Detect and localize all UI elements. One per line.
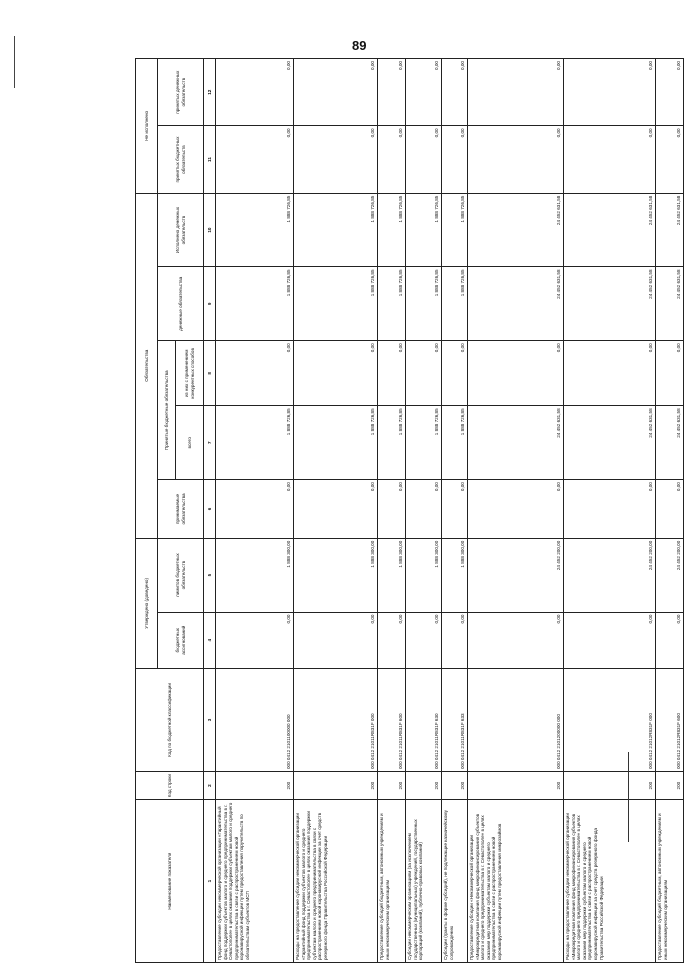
row-allocations: 0,00	[294, 612, 378, 668]
row-ne-monetary: 0,00	[216, 59, 294, 126]
row-competitive: 0,00	[294, 341, 378, 406]
header-obligations: Обязательства	[136, 193, 158, 538]
row-name: Субсидии некоммерческим организациям (за исключением государственных (муниципальных) учреждений, государственных корпораций (компаний), публично-правовых компаний)	[406, 800, 442, 963]
row-competitive: 0,00	[468, 341, 564, 406]
header-approved-limits: лимитов бюджетных обязательств	[158, 538, 204, 612]
row-accepted: 0,00	[564, 480, 656, 539]
row-executed: 1 888 726,85	[294, 193, 378, 267]
row-kbk: 000 0412 21012R831F 000	[564, 668, 656, 771]
row-accepted-total: 1 888 726,85	[378, 406, 406, 480]
row-kbk: 000 0412 2101100000 000	[216, 668, 294, 771]
row-limits: 24 452 200,00	[564, 538, 656, 612]
index-cell: 4	[204, 612, 216, 668]
row-executed: 1 888 726,85	[216, 193, 294, 267]
row-ne-monetary: 0,00	[378, 59, 406, 126]
row-ne-monetary: 0,00	[406, 59, 442, 126]
row-accepted-total: 1 888 726,85	[406, 406, 442, 480]
table-body	[216, 59, 684, 963]
header-row-code: Код строки	[136, 772, 204, 800]
row-kbk: 000 0412 21011R831F 630	[406, 668, 442, 771]
row-allocations: 0,00	[216, 612, 294, 668]
row-code: 200	[442, 772, 468, 800]
row-limits: 1 888 300,00	[406, 538, 442, 612]
table-row	[406, 59, 442, 963]
row-competitive: 0,00	[378, 341, 406, 406]
row-code: 200	[216, 772, 294, 800]
header-budget-code: Код по бюджетной классификации	[136, 668, 204, 771]
header-not-executed: Не исполнено	[136, 59, 158, 194]
row-accepted-total: 24 452 631,58	[656, 406, 684, 480]
row-executed: 24 452 631,58	[564, 193, 656, 267]
row-accepted: 0,00	[468, 480, 564, 539]
table-row	[216, 59, 294, 963]
row-allocations: 0,00	[656, 612, 684, 668]
row-name: Предоставление субсидий бюджетным, автономным учреждениям и иным некоммерческим организациям	[656, 800, 684, 963]
index-cell: 1	[204, 800, 216, 963]
row-accepted: 0,00	[294, 480, 378, 539]
row-accepted-total: 1 888 726,85	[216, 406, 294, 480]
index-cell: 12	[204, 59, 216, 126]
row-monetary: 24 452 631,58	[656, 267, 684, 341]
row-kbk: 000 0412 2101200000 000	[468, 668, 564, 771]
index-cell: 8	[204, 341, 216, 406]
column-index-row	[204, 59, 216, 963]
margin-line	[628, 752, 629, 842]
row-limits: 1 888 300,00	[442, 538, 468, 612]
row-competitive: 0,00	[406, 341, 442, 406]
row-kbk: 000 0412 21011R831F 633	[442, 668, 468, 771]
row-ne-budget: 0,00	[294, 126, 378, 193]
table-row	[378, 59, 406, 963]
row-accepted-total: 24 452 631,58	[564, 406, 656, 480]
index-cell: 5	[204, 538, 216, 612]
budget-table	[135, 58, 684, 963]
row-name: Предоставление субсидий бюджетным, автономным учреждениям и иным некоммерческим организациям	[378, 800, 406, 963]
row-ne-budget: 0,00	[406, 126, 442, 193]
row-allocations: 0,00	[442, 612, 468, 668]
row-competitive: 0,00	[442, 341, 468, 406]
row-monetary: 1 888 726,85	[406, 267, 442, 341]
row-accepted-total: 1 888 726,85	[294, 406, 378, 480]
table-row	[656, 59, 684, 963]
header-approved-allocations: бюджетных ассигнований	[158, 612, 204, 668]
row-accepted: 0,00	[406, 480, 442, 539]
row-limits: 1 888 300,00	[378, 538, 406, 612]
row-code: 200	[294, 772, 378, 800]
row-name: Расходы на предоставление субсидии некоммерческой организации «Гарантийный фонд поддержки субъектов малого и среднего предпринимательства в г. Севастополе» в целях оказания поддержки субъектам малого и среднего предпринимательства в связи с распространением новой коронавирусной инфекции за счет средств резервного фонда Правительства Российской Федерации	[294, 800, 378, 963]
header-accepted: принимаемые обязательства	[158, 480, 204, 539]
row-monetary: 1 888 726,85	[294, 267, 378, 341]
row-executed: 24 452 631,58	[656, 193, 684, 267]
row-accepted: 0,00	[656, 480, 684, 539]
index-cell: 11	[204, 126, 216, 193]
row-code: 200	[468, 772, 564, 800]
row-ne-monetary: 0,00	[442, 59, 468, 126]
table-row	[468, 59, 564, 963]
header-ne-budget: принятых бюджетных обязательств	[158, 126, 204, 193]
table-row	[294, 59, 378, 963]
row-monetary: 1 888 726,85	[216, 267, 294, 341]
row-competitive: 0,00	[216, 341, 294, 406]
header-executed: Исполнено денежных обязательств	[158, 193, 204, 267]
row-competitive: 0,00	[656, 341, 684, 406]
row-executed: 1 888 726,85	[378, 193, 406, 267]
row-monetary: 1 888 726,85	[442, 267, 468, 341]
header-total: всего	[176, 406, 204, 480]
row-name: Расходы на предоставление субсидии некоммерческой организации «Микрокредитная компания фонд микрофинансирования субъектов малого и среднего предпринимательства в г. Севастополе» в целях оказания мер поддержки субъектам малого и среднего предпринимательства в связи с распространением новой коронавирусной инфекции за счет средств резервного фонда Правительства Российской Федерации	[564, 800, 656, 963]
row-limits: 1 888 300,00	[216, 538, 294, 612]
index-cell: 9	[204, 267, 216, 341]
row-code: 200	[564, 772, 656, 800]
header-ne-monetary: принятых денежных обязательств	[158, 59, 204, 126]
row-ne-monetary: 0,00	[468, 59, 564, 126]
margin-line	[14, 36, 15, 88]
table-row	[564, 59, 656, 963]
row-kbk: 000 0412 21012R831F 600	[656, 668, 684, 771]
row-code: 200	[406, 772, 442, 800]
index-cell: 7	[204, 406, 216, 480]
row-accepted: 0,00	[216, 480, 294, 539]
row-allocations: 0,00	[406, 612, 442, 668]
header-name: Наименование показателя	[136, 800, 204, 963]
row-ne-budget: 0,00	[378, 126, 406, 193]
table-header	[136, 59, 216, 963]
row-kbk: 000 0412 21011R831F 600	[378, 668, 406, 771]
row-ne-budget: 0,00	[216, 126, 294, 193]
page-number: 89	[352, 38, 367, 53]
row-allocations: 0,00	[378, 612, 406, 668]
row-ne-budget: 0,00	[468, 126, 564, 193]
row-executed: 1 888 726,85	[406, 193, 442, 267]
budget-table-rotated	[135, 58, 682, 963]
row-ne-budget: 0,00	[656, 126, 684, 193]
row-limits: 24 452 200,00	[656, 538, 684, 612]
row-accepted: 0,00	[378, 480, 406, 539]
row-allocations: 0,00	[564, 612, 656, 668]
row-ne-monetary: 0,00	[656, 59, 684, 126]
row-monetary: 24 452 631,58	[564, 267, 656, 341]
row-limits: 1 888 300,00	[294, 538, 378, 612]
row-monetary: 1 888 726,85	[378, 267, 406, 341]
row-ne-budget: 0,00	[442, 126, 468, 193]
header-monetary: денежные обязательства	[158, 267, 204, 341]
row-limits: 24 452 200,00	[468, 538, 564, 612]
header-competitive: из них с применением конкурентных способов	[176, 341, 204, 406]
row-code: 200	[378, 772, 406, 800]
row-accepted: 0,00	[442, 480, 468, 539]
row-executed: 24 452 631,58	[468, 193, 564, 267]
row-accepted-total: 24 452 631,58	[468, 406, 564, 480]
row-accepted-total: 1 888 726,85	[442, 406, 468, 480]
row-monetary: 24 452 631,58	[468, 267, 564, 341]
table-row	[442, 59, 468, 963]
row-competitive: 0,00	[564, 341, 656, 406]
header-accepted-budget: Принятые бюджетные обязательства	[158, 341, 176, 480]
row-name: Предоставление субсидии некоммерческой организации «Гарантийный фонд поддержки субъектов малого и среднего предпринимательства в г. Севастополе» в целях оказания поддержки субъектам малого и среднего предпринимательства в связи с распространением новой коронавирусной инфекции путем предоставления поручительств по обязательствам субъектов МСП	[216, 800, 294, 963]
row-ne-monetary: 0,00	[294, 59, 378, 126]
row-name: Предоставление субсидии «Некоммерческой организации «Микрокредитная компания фонд микрофинансирования субъектов малого и среднего предпринимательства в г. Севастополе» в целях оказания мер поддержки субъектам малого и среднего предпринимательства в связи с распространением новой коронавирусной инфекции путем предоставления микрозаймов	[468, 800, 564, 963]
row-code: 200	[656, 772, 684, 800]
row-name: Субсидии (гранты в форме субсидий), не подлежащие казначейскому сопровождению	[442, 800, 468, 963]
index-cell: 6	[204, 480, 216, 539]
row-executed: 1 888 726,85	[442, 193, 468, 267]
row-kbk: 000 0412 21011R831F 000	[294, 668, 378, 771]
index-cell: 3	[204, 668, 216, 771]
index-cell: 2	[204, 772, 216, 800]
row-ne-monetary: 0,00	[564, 59, 656, 126]
index-cell: 10	[204, 193, 216, 267]
row-allocations: 0,00	[468, 612, 564, 668]
header-approved: Утверждено (доведено)	[136, 538, 158, 668]
row-ne-budget: 0,00	[564, 126, 656, 193]
